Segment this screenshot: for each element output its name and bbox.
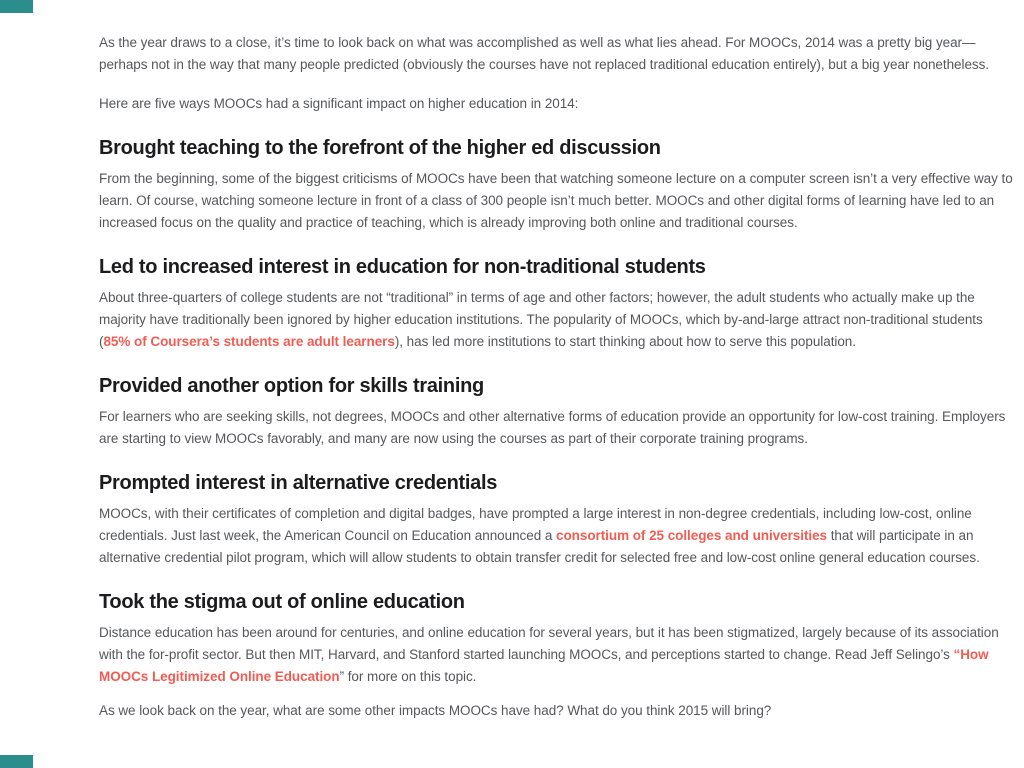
inline-link[interactable]: “How MOOCs Legitimized Online Education	[99, 647, 989, 684]
section-heading: Led to increased interest in education for non-traditional students	[99, 256, 706, 278]
section-heading: Prompted interest in alternative credentials	[99, 472, 498, 494]
section-paragraph	[99, 622, 1017, 688]
text-segment: that will participate in an alternative credential pilot program, which will allow students to obtain transfer credit for selected free and low-cost online general education courses.	[99, 528, 980, 565]
section-paragraph	[99, 287, 1017, 353]
article-section-skills-training	[99, 373, 1017, 450]
text-segment: About three-quarters of college students are not “traditional” in terms of age and other factors; however, the adult students who actually make up the majority have traditionally been ignored by higher education institutions. The popularity of MOOCs, which by-and-large attract non-traditional students (	[99, 290, 983, 349]
intro-paragraph: As the year draws to a close, it’s time to look back on what was accomplished as well as what lies ahead. For MOOCs, 2014 was a pretty big year—perhaps not in the way that many people predicted (obviously the courses have not replaced traditional education entirely), but a big year nonetheless.	[99, 35, 990, 72]
section-heading: Provided another option for skills training	[99, 375, 484, 397]
text-segment: For learners who are seeking skills, not degrees, MOOCs and other alternative forms of education provide an opportunity for low-cost training. Employers are starting to view MOOCs favorably, and many are now using the courses as part of their corporate training programs.	[99, 409, 1006, 446]
corner-accent-top-left	[0, 0, 33, 13]
text-segment: ” for more on this topic.	[339, 669, 477, 684]
section-heading: Brought teaching to the forefront of the higher ed discussion	[99, 137, 661, 159]
article-section-stigma	[99, 589, 1017, 688]
corner-accent-bottom-left	[0, 755, 33, 768]
inline-link[interactable]: 85% of Coursera’s students are adult learners	[103, 334, 395, 349]
text-segment: MOOCs, with their certificates of completion and digital badges, have prompted a large interest in non-degree credentials, including low-cost, online credentials. Just last week, the American Council on Education announced a	[99, 506, 972, 543]
article-section-teaching	[99, 135, 1017, 234]
text-segment: Distance education has been around for centuries, and online education for several years, but it has been stigmatized, largely because of its association with the for-profit sector. But then MIT, Harvard, and Stanford started launching MOOCs, and perceptions started to change. Read Jeff Selingo’s	[99, 625, 999, 662]
text-segment: ), has led more institutions to start thinking about how to serve this population.	[394, 334, 856, 349]
section-heading: Took the stigma out of online education	[99, 591, 465, 613]
section-paragraph	[99, 503, 1017, 569]
text-segment: From the beginning, some of the biggest criticisms of MOOCs have been that watching someone lecture on a computer screen isn’t a very effective way to learn. Of course, watching someone lecture in front of a class of 300 people isn’t much better. MOOCs and other digital forms of learning have led to an increased focus on the quality and practice of teaching, which is already improving both online and traditional courses.	[99, 171, 1013, 230]
article-section-non-traditional	[99, 254, 1017, 353]
article-content	[99, 32, 1017, 722]
article-section-credentials	[99, 470, 1017, 569]
section-paragraph	[99, 168, 1017, 234]
closing-paragraph: As we look back on the year, what are some other impacts MOOCs have had? What do you think 2015 will bring?	[99, 703, 772, 718]
section-paragraph	[99, 406, 1017, 450]
intro-lead-in: Here are five ways MOOCs had a significant impact on higher education in 2014:	[99, 96, 579, 111]
inline-link[interactable]: consortium of 25 colleges and universities	[556, 528, 828, 543]
